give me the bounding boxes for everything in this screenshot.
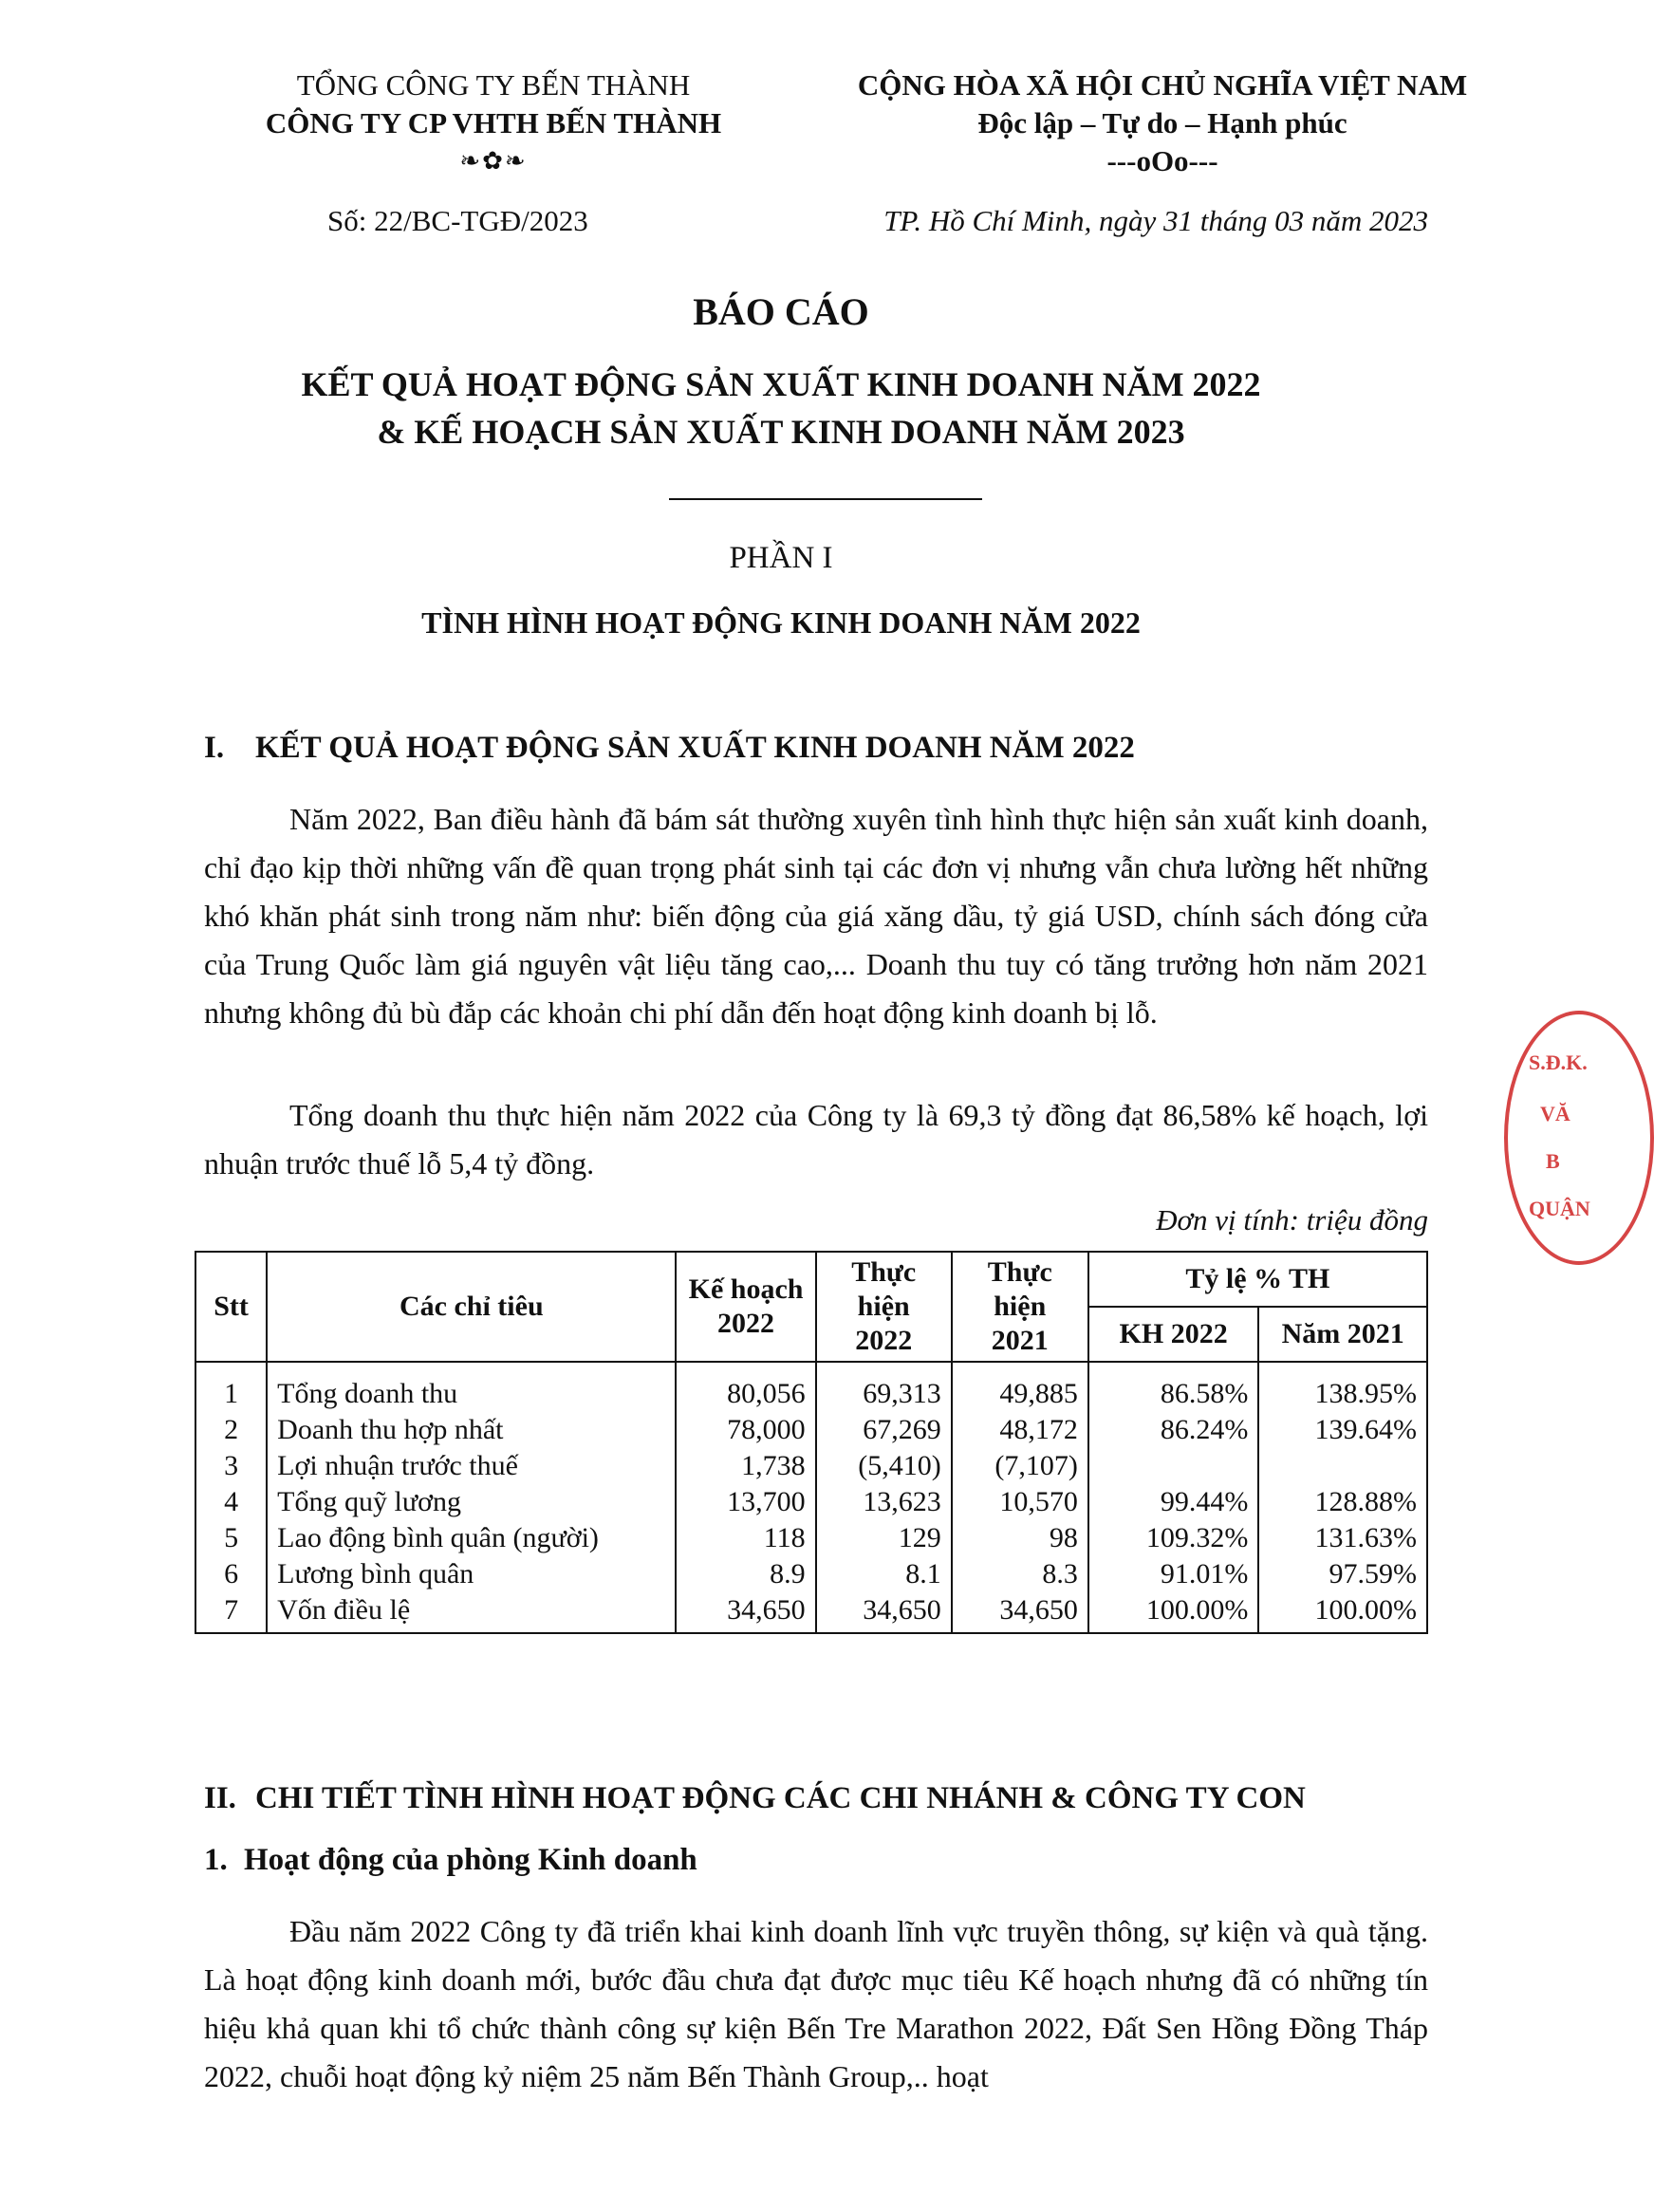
cell-ratio-plan: 86.58% [1088, 1362, 1259, 1412]
cell-plan: 118 [676, 1520, 815, 1556]
motto-rule: ---oOo--- [1106, 144, 1218, 177]
subsection-1-heading [204, 1843, 697, 1878]
document-number: Số: 22/BC-TGĐ/2023 [327, 204, 588, 237]
issuer-block [218, 66, 769, 180]
table-row [195, 1520, 1427, 1556]
cell-ratio-plan: 91.01% [1088, 1556, 1259, 1592]
company-seal [1504, 1011, 1654, 1265]
cell-actual: 34,650 [816, 1592, 952, 1633]
cell-indicator: Doanh thu hợp nhất [267, 1412, 676, 1448]
cell-stt: 3 [195, 1448, 267, 1484]
seal-text-bottom: QUẬN [1529, 1197, 1590, 1220]
subtitle-line-2: & KẾ HOẠCH SẢN XUẤT KINH DOANH NĂM 2023 [377, 413, 1185, 451]
header-ratio-plan: KH 2022 [1088, 1307, 1259, 1362]
cell-indicator: Tổng doanh thu [267, 1362, 676, 1412]
section-1-number: I. [204, 731, 225, 765]
part-title: TÌNH HÌNH HOẠT ĐỘNG KINH DOANH NĂM 2022 [421, 605, 1141, 640]
part-label: PHẦN I [729, 541, 833, 575]
section-1-paragraph-1: Năm 2022, Ban điều hành đã bám sát thường xuyên tình hình thực hiện sản xuất kinh doanh, chỉ đạo kịp thời những vấn đề quan trọng phát sinh tại các đơn vị nhưng vẫn chưa lường hết những khó khăn phát sinh trong năm như: biến động của giá xăng dầu, tỷ giá USD, chính sách đóng cửa của Trung Quốc làm giá nguyên vật liệu tăng cao,... Doanh thu tuy có tăng trưởng hơn năm 2021 nhưng không đủ bù đắp các khoản chi phí dẫn đến hoạt động kinh doanh bị lỗ. [204, 802, 1428, 1030]
cell-stt: 2 [195, 1412, 267, 1448]
cell-actual: 67,269 [816, 1412, 952, 1448]
cell-prev-actual: 48,172 [952, 1412, 1088, 1448]
seal-text-letter: B [1546, 1149, 1560, 1173]
table-row [195, 1592, 1427, 1633]
cell-actual: 8.1 [816, 1556, 952, 1592]
report-subtitle [0, 361, 1562, 455]
cell-stt: 1 [195, 1362, 267, 1412]
cell-ratio-prev: 139.64% [1258, 1412, 1427, 1448]
cell-ratio-prev [1258, 1448, 1427, 1484]
cell-ratio-prev: 131.63% [1258, 1520, 1427, 1556]
national-header [802, 66, 1523, 180]
cell-stt: 4 [195, 1484, 267, 1520]
header-ratio: Tỷ lệ % TH [1088, 1252, 1427, 1307]
cell-plan: 1,738 [676, 1448, 815, 1484]
header-actual: Thực hiện 2022 [816, 1252, 952, 1362]
document-date: TP. Hồ Chí Minh, ngày 31 tháng 03 năm 2023 [883, 204, 1428, 237]
section-1-paragraph-2: Tổng doanh thu thực hiện năm 2022 của Công ty là 69,3 tỷ đồng đạt 86,58% kế hoạch, lợi nhuận trước thuế lỗ 5,4 tỷ đồng. [204, 1098, 1428, 1180]
results-table [195, 1251, 1428, 1634]
subtitle-line-1: KẾT QUẢ HOẠT ĐỘNG SẢN XUẤT KINH DOANH NĂM 2022 [301, 365, 1261, 403]
cell-actual: 129 [816, 1520, 952, 1556]
cell-prev-actual: 10,570 [952, 1484, 1088, 1520]
cell-indicator: Vốn điều lệ [267, 1592, 676, 1633]
cell-prev-actual: 98 [952, 1520, 1088, 1556]
cell-plan: 8.9 [676, 1556, 815, 1592]
cell-ratio-plan: 109.32% [1088, 1520, 1259, 1556]
table-row [195, 1484, 1427, 1520]
cell-ratio-prev: 138.95% [1258, 1362, 1427, 1412]
table-row [195, 1412, 1427, 1448]
cell-ratio-plan [1088, 1448, 1259, 1484]
section-1-heading [204, 731, 1135, 766]
subsection-1-number: 1. [204, 1843, 228, 1877]
section-2-paragraph: Đầu năm 2022 Công ty đã triển khai kinh doanh lĩnh vực truyền thông, sự kiện và quà tặng. Là hoạt động kinh doanh mới, bước đầu chưa đạt được mục tiêu Kế hoạch nhưng đã có những tín hiệu khả quan khi tổ chức thành công sự kiện Bến Tre Marathon 2022, Đất Sen Hồng Đồng Tháp 2022, chuỗi hoạt động kỷ niệm 25 năm Bến Thành Group,.. hoạt [204, 1914, 1428, 2093]
header-prev-actual: Thực hiện 2021 [952, 1252, 1088, 1362]
header-indicator: Các chỉ tiêu [267, 1252, 676, 1362]
header-stt: Stt [195, 1252, 267, 1362]
national-motto: Độc lập – Tự do – Hạnh phúc [977, 106, 1347, 139]
cell-prev-actual: 8.3 [952, 1556, 1088, 1592]
cell-indicator: Lợi nhuận trước thuế [267, 1448, 676, 1484]
section-1-title: KẾT QUẢ HOẠT ĐỘNG SẢN XUẤT KINH DOANH NĂM 2022 [255, 731, 1135, 765]
cell-plan: 13,700 [676, 1484, 815, 1520]
cell-indicator: Lao động bình quân (người) [267, 1520, 676, 1556]
header-plan: Kế hoạch 2022 [676, 1252, 815, 1362]
country-name: CỘNG HÒA XÃ HỘI CHỦ NGHĨA VIỆT NAM [857, 68, 1468, 102]
title-divider [669, 498, 982, 500]
cell-ratio-prev: 97.59% [1258, 1556, 1427, 1592]
unit-note: Đơn vị tính: triệu đồng [1156, 1203, 1428, 1236]
seal-text-top: S.Đ.K. [1529, 1050, 1588, 1074]
company-name: CÔNG TY CP VHTH BẾN THÀNH [265, 106, 722, 139]
table-row [195, 1448, 1427, 1484]
ornament-divider: ❧✿❧ [459, 147, 528, 175]
subsection-1-title: Hoạt động của phòng Kinh doanh [244, 1843, 697, 1877]
cell-ratio-plan: 86.24% [1088, 1412, 1259, 1448]
cell-stt: 6 [195, 1556, 267, 1592]
cell-ratio-prev: 100.00% [1258, 1592, 1427, 1633]
cell-actual: (5,410) [816, 1448, 952, 1484]
cell-plan: 78,000 [676, 1412, 815, 1448]
parent-org-name: TỔNG CÔNG TY BẾN THÀNH [296, 68, 691, 102]
cell-prev-actual: (7,107) [952, 1448, 1088, 1484]
cell-ratio-prev: 128.88% [1258, 1484, 1427, 1520]
cell-indicator: Lương bình quân [267, 1556, 676, 1592]
seal-text-mid: VĂ [1540, 1102, 1570, 1125]
section-2-heading [204, 1781, 1306, 1816]
table-row [195, 1556, 1427, 1592]
report-title: BÁO CÁO [693, 290, 869, 333]
cell-plan: 34,650 [676, 1592, 815, 1633]
cell-plan: 80,056 [676, 1362, 815, 1412]
cell-ratio-plan: 99.44% [1088, 1484, 1259, 1520]
cell-actual: 69,313 [816, 1362, 952, 1412]
cell-prev-actual: 34,650 [952, 1592, 1088, 1633]
cell-actual: 13,623 [816, 1484, 952, 1520]
cell-prev-actual: 49,885 [952, 1362, 1088, 1412]
header-ratio-prev: Năm 2021 [1258, 1307, 1427, 1362]
section-2-number: II. [204, 1781, 236, 1815]
cell-stt: 7 [195, 1592, 267, 1633]
cell-indicator: Tổng quỹ lương [267, 1484, 676, 1520]
section-2-title: CHI TIẾT TÌNH HÌNH HOẠT ĐỘNG CÁC CHI NHÁNH & CÔNG TY CON [255, 1781, 1306, 1815]
cell-stt: 5 [195, 1520, 267, 1556]
table-row [195, 1362, 1427, 1412]
cell-ratio-plan: 100.00% [1088, 1592, 1259, 1633]
